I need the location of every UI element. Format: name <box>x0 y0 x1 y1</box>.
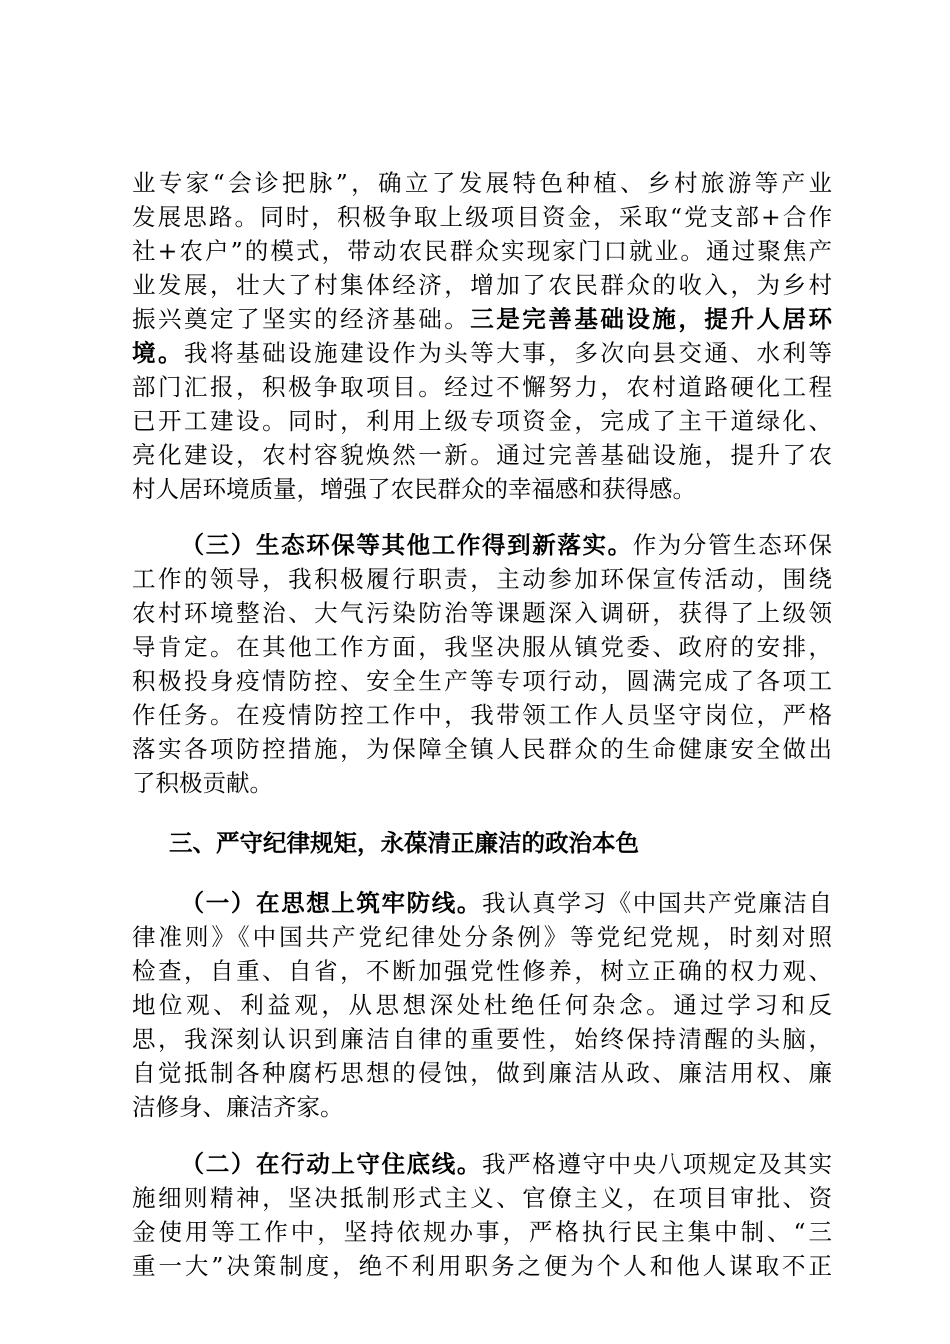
text-line: 思，我深刻认识到廉洁自律的重要性，始终保持清醒的头脑， <box>132 1025 832 1053</box>
text-run: 作为分管生态环保 <box>632 531 833 559</box>
paragraph-lead: （二）在行动上守住底线。 <box>179 1150 482 1178</box>
text-line: 已开工建设。同时，利用上级专项资金，完成了主干道绿化、 <box>132 407 832 435</box>
text-line <box>132 302 832 336</box>
text-line: 社+农户”的模式，带动农民群众实现家门口就业。通过聚焦产 <box>132 237 832 265</box>
text-run: 我将基础设施建设作为头等大事，多次向县交通、水利等 <box>184 339 833 367</box>
text-line: 金使用等工作中，坚持依规办事，严格执行民主集中制、“三 <box>132 1218 832 1246</box>
text-line: 积极投身疫情防控、安全生产等专项行动，圆满完成了各项工 <box>132 667 832 695</box>
text-line: 落实各项防控措施，为保障全镇人民群众的生命健康安全做出 <box>132 735 832 763</box>
text-line: 农村环境整治、大气污染防治等课题深入调研，获得了上级领 <box>132 599 832 627</box>
text-line <box>132 886 832 920</box>
text-line: 部门汇报，积极争取项目。经过不懈努力，农村道路硬化工程 <box>132 373 832 401</box>
text-line <box>132 1147 832 1181</box>
text-line: 洁修身、廉洁齐家。 <box>132 1093 344 1121</box>
text-line: 业发展，壮大了村集体经济，增加了农民群众的收入，为乡村 <box>132 271 832 299</box>
text-line: 作任务。在疫情防控工作中，我带领工作人员坚守岗位，严格 <box>132 701 832 729</box>
text-line <box>132 336 832 370</box>
text-line: 了积极贡献。 <box>132 769 273 797</box>
text-run: 我认真学习《中国共产党廉洁自 <box>482 889 832 917</box>
text-line: 自觉抵制各种腐朽思想的侵蚀，做到廉洁从政、廉洁用权、廉 <box>132 1059 832 1087</box>
text-line: 村人居环境质量，增强了农民群众的幸福感和获得感。 <box>132 475 696 503</box>
text-line: 律准则》《中国共产党纪律处分条例》等党纪党规，时刻对照 <box>132 923 832 951</box>
text-line <box>132 528 832 562</box>
text-line: 发展思路。同时，积极争取上级项目资金，采取“党支部+合作 <box>132 203 832 231</box>
text-run: 我严格遵守中央八项规定及其实 <box>482 1150 832 1178</box>
text-line: 业专家“会诊把脉”，确立了发展特色种植、乡村旅游等产业 <box>132 169 832 197</box>
text-line: 施细则精神，坚决抵制形式主义、官僚主义，在项目审批、资 <box>132 1184 832 1212</box>
bold-text-run: 境。 <box>132 339 185 367</box>
text-line: 亮化建设，农村容貌焕然一新。通过完善基础设施，提升了农 <box>132 441 832 469</box>
bold-text-run: 三是完善基础设施，提升人居环 <box>470 305 832 333</box>
section-heading: 三、严守纪律规矩，永葆清正廉洁的政治本色 <box>169 829 639 857</box>
text-run: 振兴奠定了坚实的经济基础。 <box>132 305 471 333</box>
paragraph-lead: （一）在思想上筑牢防线。 <box>179 889 482 917</box>
paragraph-lead: （三）生态环保等其他工作得到新落实。 <box>179 531 633 559</box>
text-line: 工作的领导，我积极履行职责，主动参加环保宣传活动，围绕 <box>132 565 832 593</box>
text-line: 地位观、利益观，从思想深处杜绝任何杂念。通过学习和反 <box>132 991 832 1019</box>
text-line: 重一大”决策制度，绝不利用职务之便为个人和他人谋取不正 <box>132 1252 832 1280</box>
text-line: 检查，自重、自省，不断加强党性修养，树立正确的权力观、 <box>132 957 832 985</box>
text-line: 导肯定。在其他工作方面，我坚决服从镇党委、政府的安排， <box>132 633 832 661</box>
